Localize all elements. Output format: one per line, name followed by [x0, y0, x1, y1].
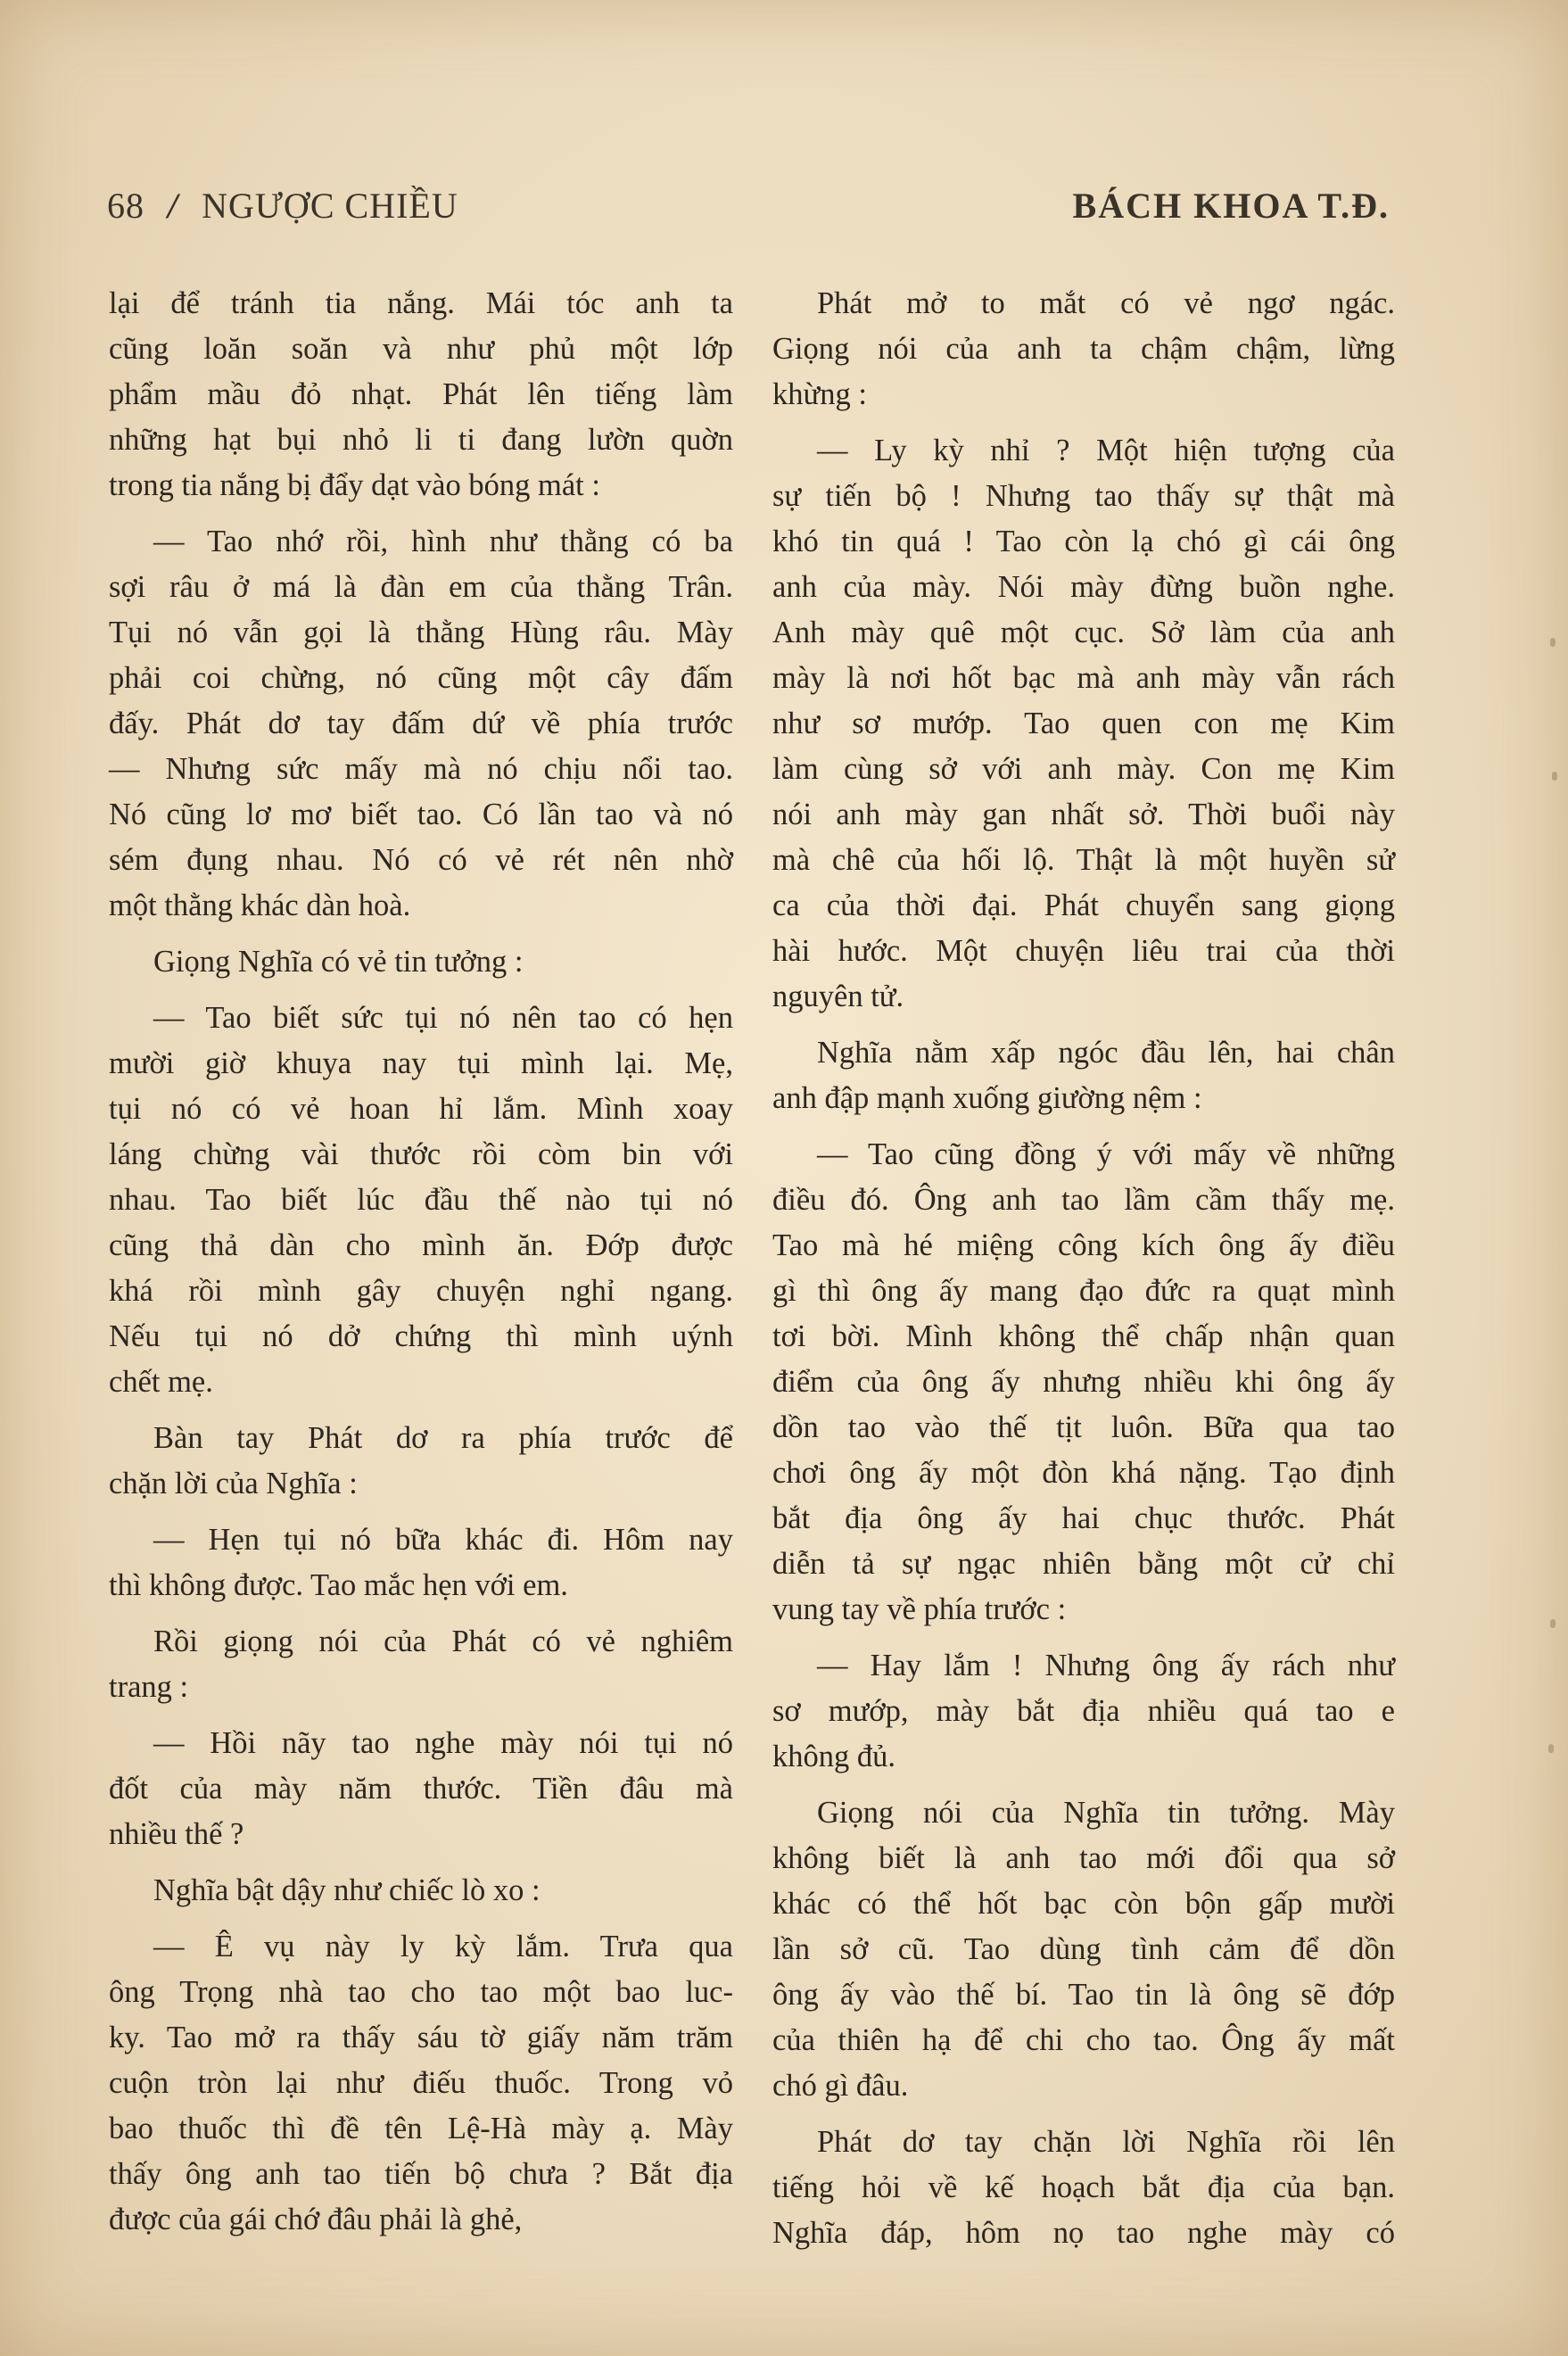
text-line: Nó cũng lơ mơ biết tao. Có lần tao và nó [109, 798, 733, 831]
text-line: — Tao cũng đồng ý với mấy về những [817, 1137, 1395, 1171]
text-line: lần sở cũ. Tao dùng tình cảm để dồn [772, 1932, 1395, 1966]
text-line: hài hước. Một chuyện liêu trai của thời [772, 934, 1395, 968]
paragraph-gap [772, 417, 1395, 428]
text-line: không biết là anh tao mới đổi qua sở [772, 1841, 1395, 1875]
header-left [107, 185, 458, 227]
text-line: — Hẹn tụi nó bữa khác đi. Hôm nay [153, 1523, 733, 1557]
text-line: của thiên hạ để chi cho tao. Ông ấy mất [772, 2023, 1395, 2057]
text-line: sơ mướp, mày bắt địa nhiều quá tao e [772, 1694, 1395, 1728]
paragraph-gap [772, 1780, 1395, 1790]
header-separator: / [168, 185, 179, 226]
text-line: thì không được. Tao mắc hẹn với em. [109, 1568, 568, 1602]
text-line: — Hồi nãy tao nghe mày nói tụi nó [153, 1726, 733, 1760]
text-line: — Nhưng sức mấy mà nó chịu nổi tao. [109, 752, 733, 786]
text-line: diễn tả sự ngạc nhiên bằng một cử chỉ [772, 1547, 1395, 1581]
paragraph-gap [772, 1020, 1395, 1030]
right-text-column [772, 281, 1395, 2256]
paragraph-gap [109, 508, 733, 519]
text-line: Giọng Nghĩa có vẻ tin tưởng : [153, 945, 524, 979]
text-line: ông ấy vào thế bí. Tao tin là ông sẽ đớp [772, 1978, 1395, 2012]
text-line: ca của thời đại. Phát chuyển sang giọng [772, 889, 1395, 922]
text-line: khác có thể hốt bạc còn bộn gấp mười [772, 1887, 1395, 1921]
text-line: dồn tao vào thế tịt luôn. Bữa qua tao [772, 1410, 1395, 1444]
text-line: gì thì ông ấy mang đạo đức ra quạt mình [772, 1274, 1395, 1308]
text-line: láng chừng vài thước rồi còm bin với [109, 1137, 733, 1171]
text-line: sự tiến bộ ! Nhưng tao thấy sự thật mà [772, 479, 1395, 513]
text-line: điểm của ông ấy nhưng nhiều khi ông ấy [772, 1365, 1395, 1399]
text-line: mà chê của hối lộ. Thật là một huyền sử [772, 843, 1395, 877]
text-line: không đủ. [772, 1740, 895, 1773]
section-title: NGƯỢC CHIỀU [202, 185, 458, 226]
text-line: Phát dơ tay chặn lời Nghĩa rồi lên [817, 2125, 1395, 2159]
page-number: 68 [107, 185, 144, 226]
text-line: một thằng khác dàn hoà. [109, 889, 411, 922]
text-line: trong tia nắng bị đẩy dạt vào bóng mát : [109, 468, 600, 502]
text-line: — Tao nhớ rồi, hình như thằng có ba [153, 525, 733, 558]
text-line: tiếng hỏi về kế hoạch bắt địa của bạn. [772, 2170, 1395, 2204]
text-line: Nghĩa đáp, hôm nọ tao nghe mày có [772, 2216, 1395, 2250]
text-line: bao thuốc thì đề tên Lệ-Hà mày ạ. Mày [109, 2112, 733, 2145]
text-line: ông Trọng nhà tao cho tao một bao luc- [109, 1975, 733, 2009]
text-line: cũng loăn soăn và như phủ một lớp [109, 332, 733, 366]
text-line: Anh mày quê một cục. Sở làm của anh [772, 616, 1395, 649]
text-line: phải coi chừng, nó cũng một cây đấm [109, 661, 733, 695]
left-text-column [109, 281, 733, 2243]
paragraph-gap [109, 985, 733, 996]
text-line: — Hay lắm ! Nhưng ông ấy rách như [817, 1649, 1395, 1682]
text-line: chó gì đâu. [772, 2069, 909, 2103]
paragraph-gap [772, 2109, 1395, 2120]
text-line: — Ly kỳ nhỉ ? Một hiện tượng của [817, 434, 1395, 467]
text-line: thấy ông anh tao tiến bộ chưa ? Bắt địa [109, 2157, 733, 2191]
text-line: điều đó. Ông anh tao lầm cầm thấy mẹ. [772, 1183, 1395, 1217]
paragraph-gap [772, 1121, 1395, 1132]
text-line: Bàn tay Phát dơ ra phía trước để [153, 1421, 733, 1455]
running-header [107, 178, 1390, 232]
text-line: khừng : [772, 377, 867, 411]
text-line: — Tao biết sức tụi nó nên tao có hẹn [153, 1001, 733, 1035]
paragraph-gap [109, 929, 733, 939]
text-line: nói anh mày gan nhất sở. Thời buổi này [772, 798, 1395, 831]
text-line: mười giờ khuya nay tụi mình lại. Mẹ, [109, 1046, 733, 1080]
text-line: phẩm mầu đỏ nhạt. Phát lên tiếng làm [109, 377, 733, 411]
text-line: bắt địa ông ấy hai chục thước. Phát [772, 1501, 1395, 1535]
text-line: nguyên tử. [772, 980, 904, 1013]
text-line: như sơ mướp. Tao quen con mẹ Kim [772, 707, 1395, 740]
paragraph-gap [109, 1914, 733, 1924]
text-line: đốt của mày năm thước. Tiền đâu mà [109, 1772, 733, 1806]
text-line: Giọng nói của anh ta chậm chậm, lừng [772, 332, 1395, 366]
text-line: Tao mà hé miệng công kích ông ấy điều [772, 1228, 1395, 1262]
publication-name: BÁCH KHOA T.Đ. [1072, 185, 1390, 226]
text-line: Nghĩa nằm xấp ngóc đầu lên, hai chân [817, 1036, 1395, 1070]
text-line: — Ê vụ này ly kỳ lắm. Trưa qua [153, 1930, 733, 1963]
text-line: Tụi nó vẫn gọi là thằng Hùng râu. Mày [109, 616, 733, 649]
text-line: vung tay về phía trước : [772, 1592, 1067, 1626]
text-line: sợi râu ở má là đàn em của thằng Trân. [109, 570, 733, 604]
paper-speck [1548, 1744, 1554, 1753]
text-line: Nghĩa bật dậy như chiếc lò xo : [153, 1873, 541, 1907]
text-line: Giọng nói của Nghĩa tin tưởng. Mày [817, 1796, 1395, 1830]
text-line: khá rồi mình gây chuyện nghỉ ngang. [109, 1274, 733, 1308]
text-line: trang : [109, 1670, 189, 1704]
text-line: lại để tránh tia nắng. Mái tóc anh ta [109, 286, 733, 320]
text-line: cuộn tròn lại như điếu thuốc. Trong vỏ [109, 2066, 733, 2100]
text-line: Rồi giọng nói của Phát có vẻ nghiêm [153, 1624, 733, 1658]
text-line: ky. Tao mở ra thấy sáu tờ giấy năm trăm [109, 2021, 733, 2054]
text-line: nhiều thế ? [109, 1817, 244, 1851]
text-line: cũng thả dàn cho mình ăn. Đớp được [109, 1228, 733, 1262]
paragraph-gap [109, 1857, 733, 1868]
text-line: sém đụng nhau. Nó có vẻ rét nên nhờ [109, 843, 733, 877]
text-line: mày là nơi hốt bạc mà anh mày vẫn rách [772, 661, 1395, 695]
text-line: chặn lời của Nghĩa : [109, 1467, 358, 1500]
text-line: chết mẹ. [109, 1365, 213, 1399]
paragraph-gap [109, 1507, 733, 1517]
text-line: làm cùng sở với anh mày. Con mẹ Kim [772, 752, 1395, 786]
text-line: những hạt bụi nhỏ li ti đang lườn quờn [109, 423, 733, 457]
paper-speck [1552, 772, 1557, 781]
text-line: nhau. Tao biết lúc đầu thế nào tụi nó [109, 1183, 733, 1217]
text-line: được của gái chớ đâu phải là ghẻ, [109, 2203, 523, 2236]
paper-speck [1550, 1619, 1556, 1628]
text-line: tơi bời. Mình không thể chấp nhận quan [772, 1319, 1395, 1353]
paragraph-gap [772, 1633, 1395, 1643]
text-line: anh đập mạnh xuống giường nệm : [772, 1081, 1202, 1115]
paper-speck [1550, 638, 1556, 647]
paragraph-gap [109, 1710, 733, 1721]
text-line: đấy. Phát dơ tay đấm dứ về phía trước [109, 707, 733, 740]
text-line: khó tin quá ! Tao còn lạ chó gì cái ông [772, 525, 1395, 558]
text-line: Nếu tụi nó dở chứng thì mình uýnh [109, 1319, 733, 1353]
text-line: chơi ông ấy một đòn khá nặng. Tạo định [772, 1456, 1395, 1490]
text-line: Phát mở to mắt có vẻ ngơ ngác. [817, 286, 1395, 320]
text-line: tụi nó có vẻ hoan hỉ lắm. Mình xoay [109, 1092, 733, 1126]
paragraph-gap [109, 1405, 733, 1416]
text-line: anh của mày. Nói mày đừng buồn nghe. [772, 570, 1395, 604]
paragraph-gap [109, 1608, 733, 1619]
